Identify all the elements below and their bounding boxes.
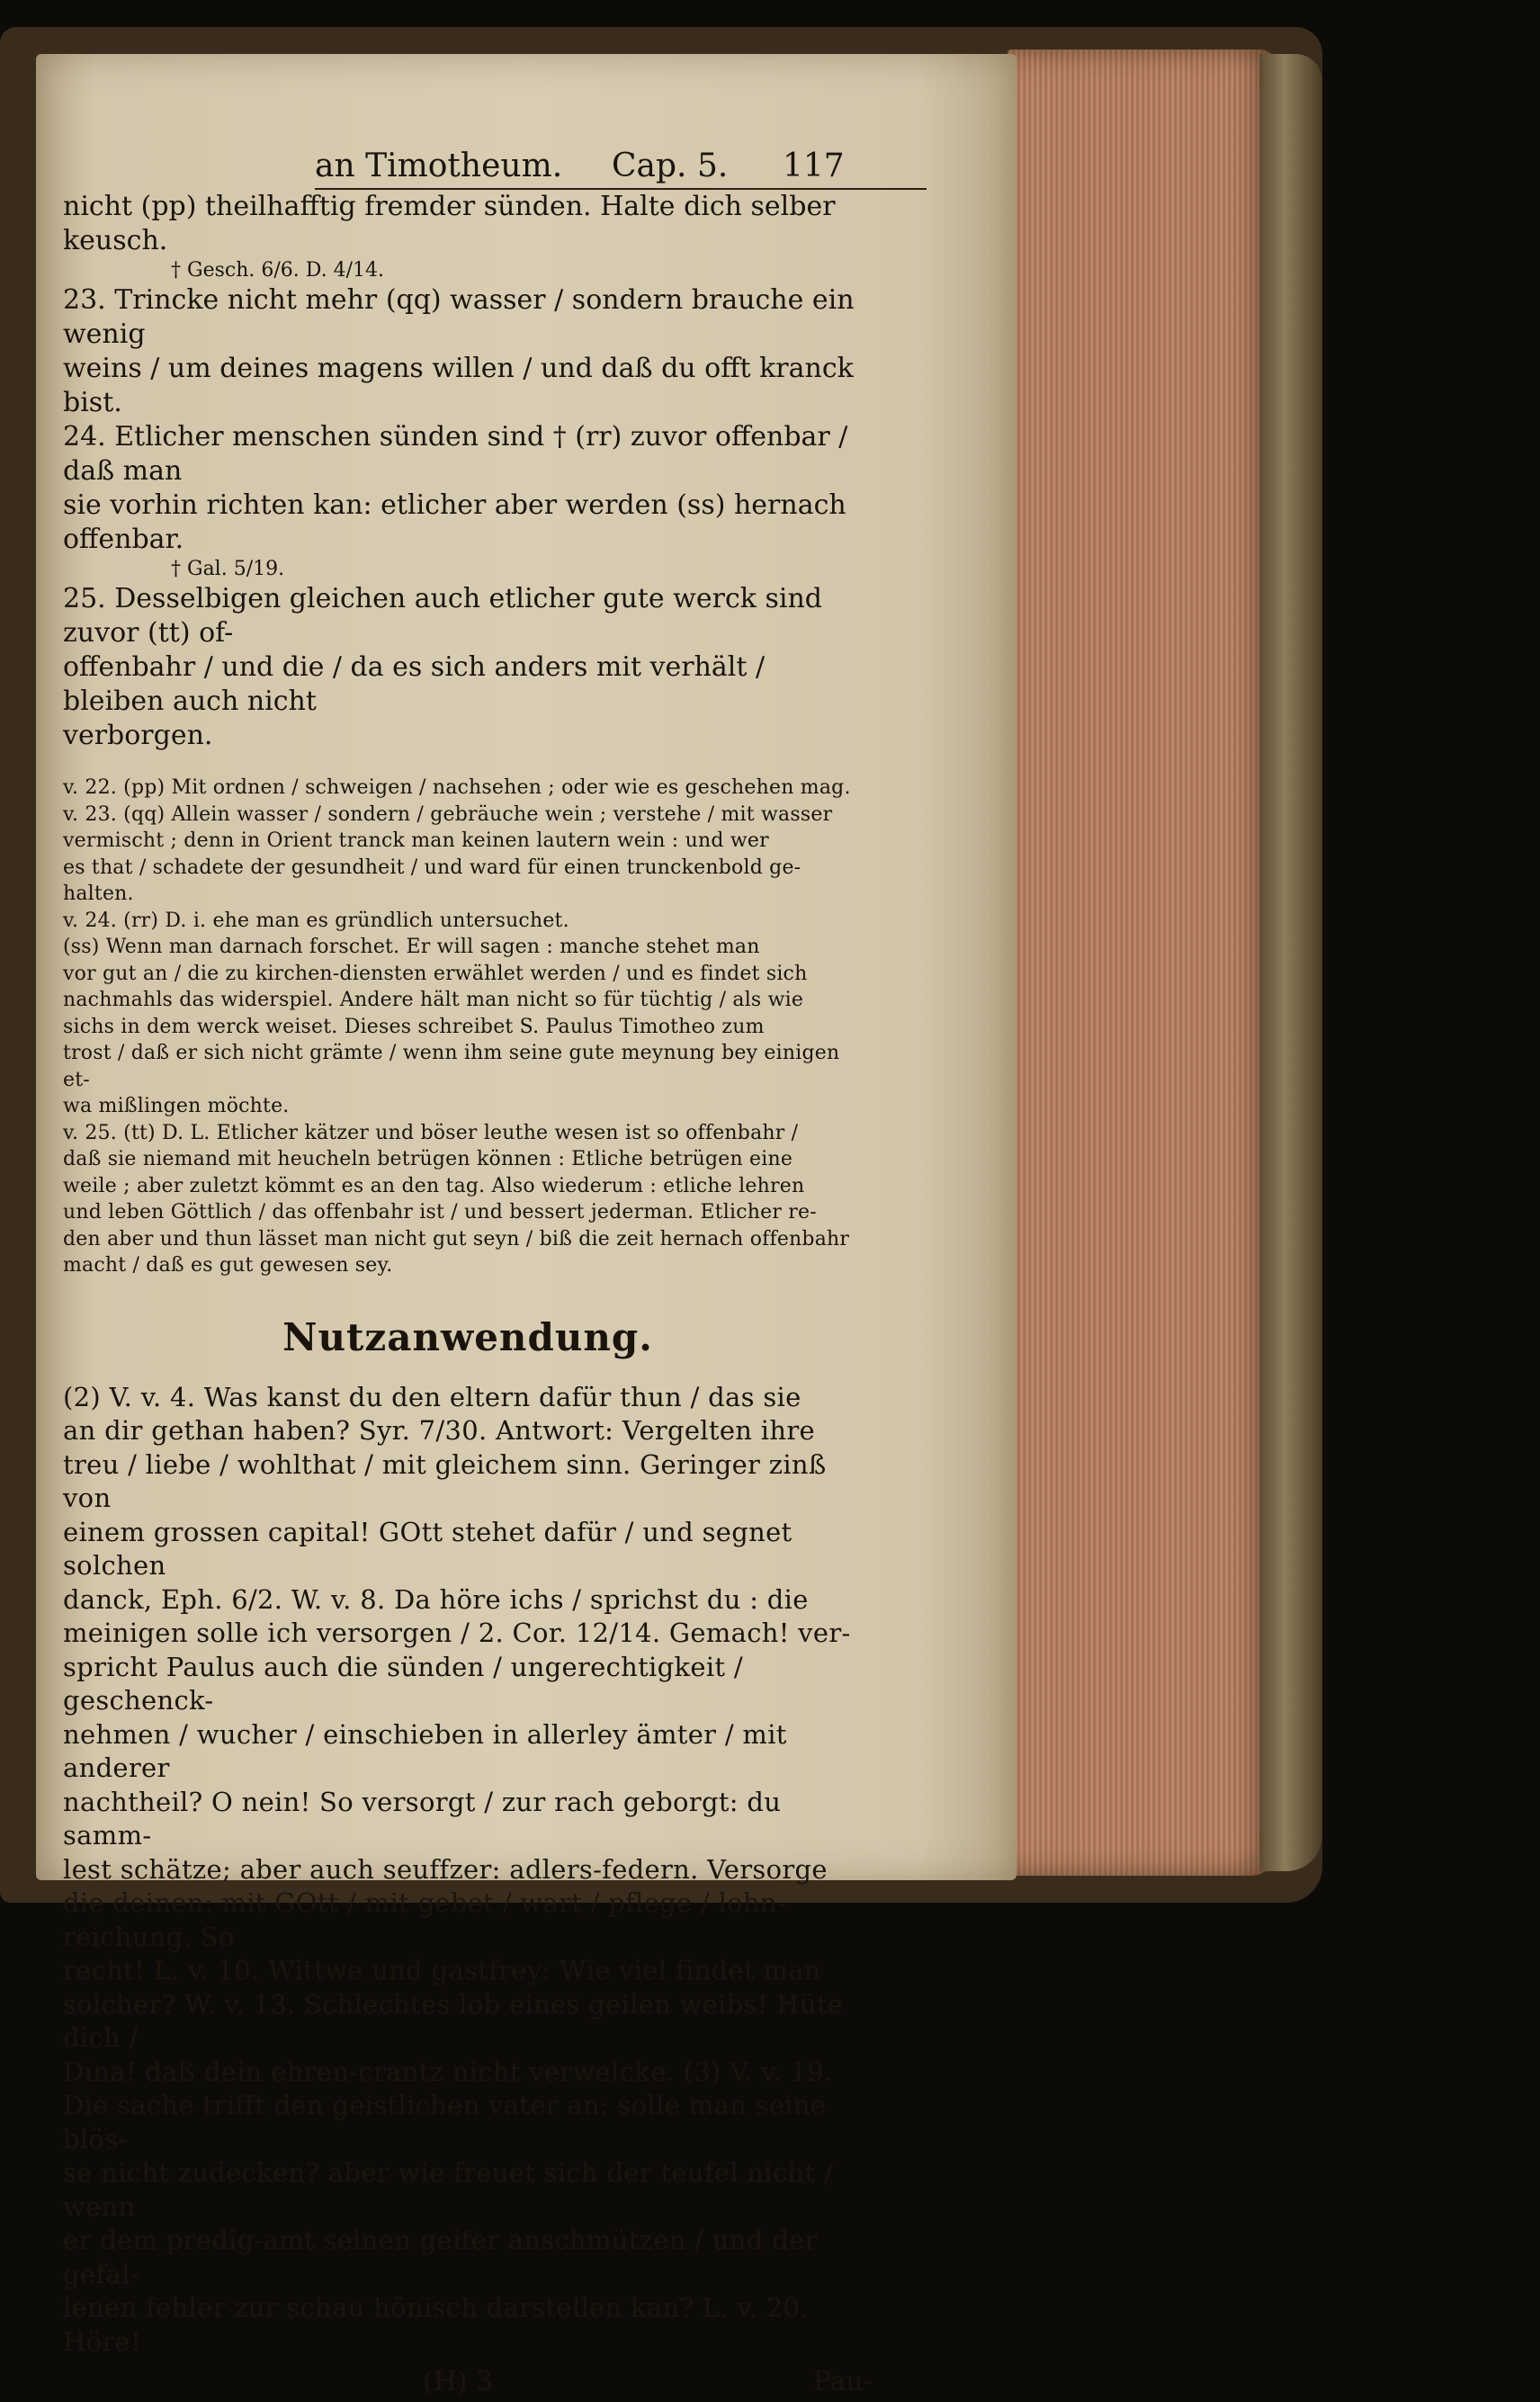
body-line: (2) V. v. 4. Was kanst du den eltern dafür thun / das sie [63, 1381, 801, 1412]
body-line: lest schätze; aber auch seuffzer: adlers-federn. Versorge [63, 1853, 828, 1885]
verse-line: offenbahr / und die / da es sich anders mit verhält / bleiben auch nicht [63, 651, 766, 717]
note-line: v. 22. (pp) Mit ordnen / schweigen / nachsehen ; oder wie es geschehen mag. [63, 776, 851, 799]
body-line: einem grossen capital! GOtt stehet dafür / und segnet solchen [63, 1516, 792, 1581]
body-line: nehmen / wucher / einschieben in allerley ämter / mit anderer [63, 1718, 787, 1783]
header-title: an Timotheum. [315, 148, 563, 184]
verse-line: 23. Trincke nicht mehr (qq) wasser / sondern brauche ein wenig [63, 284, 855, 350]
page-fore-edge [1007, 49, 1277, 1876]
verse-line: 25. Desselbigen gleichen auch etlicher gute werck sind zuvor (tt) of- [63, 583, 822, 649]
body-line: treu / liebe / wohlthat / mit gleichem sinn. Geringer zinß von [63, 1448, 827, 1513]
cross-reference: † Gesch. 6/6. D. 4/14. [171, 259, 384, 282]
note-line: weile ; aber zuletzt kömmt es an den tag. Also wiederum : etliche lehren [63, 1174, 805, 1197]
note-line: den aber und thun lässet man nicht gut seyn / biß die zeit hernach offenbahr [63, 1227, 850, 1250]
body-line: recht! L. v. 10. Wittwe und gastfrey: Wie viel findet man [63, 1955, 821, 1985]
note-line: (ss) Wenn man darnach forschet. Er will sagen : manche stehet man [63, 936, 760, 958]
header-chapter: Cap. 5. [612, 148, 729, 184]
application-text [63, 1381, 873, 2360]
verse-line: 24. Etlicher menschen sünden sind † (rr) zuvor offenbar / daß man [63, 421, 848, 487]
body-line: lenen fehler zur schau hönisch darstellen kan? L. v. 20. Höre! [63, 2292, 809, 2357]
note-line: und leben Göttlich / das offenbahr ist / und bessert jederman. Etlicher re- [63, 1201, 817, 1223]
section-heading: Nutzanwendung. [282, 1314, 653, 1359]
note-line: v. 23. (qq) Allein wasser / sondern / gebräuche wein ; verstehe / mit wasser [63, 802, 833, 826]
note-line: v. 25. (tt) D. L. Etlicher kätzer und böser leuthe wesen ist so offenbahr / [63, 1121, 799, 1144]
body-line: die deinen: mit GOtt / mit gebet / wart / pflege / lohn-reichung. So [63, 1887, 786, 1952]
cross-reference: † Gal. 5/19. [171, 558, 285, 580]
note-line: daß sie niemand mit heucheln betrügen können : Etliche betrügen eine [63, 1148, 793, 1170]
note-line: v. 24. (rr) D. i. ehe man es gründlich untersuchet. [63, 909, 569, 932]
body-line: solcher? W. v. 13. Schlechtes lob eines geilen weibs! Hüte dich / [63, 1988, 844, 2053]
note-line: es that / schadete der gesundheit / und ward für einen trunckenbold ge- [63, 856, 801, 879]
body-line: Die sache trifft den geistlichen vater an: solle man seine blös- [63, 2090, 827, 2155]
note-line: vor gut an / die zu kirchen-diensten erwählet werden / und es findet sich [63, 962, 808, 985]
body-line: er dem predig-amt seinen geifer anschmützen / und der gefal- [63, 2225, 818, 2290]
body-line: Dina! daß dein ehren-crantz nicht verwelcke. (3) V. v. 19. [63, 2056, 833, 2087]
note-line: nachmahls das widerspiel. Andere hält man nicht so für tüchtig / als wie [63, 989, 804, 1011]
body-line: se nicht zudecken? aber wie freuet sich der teufel nicht / wenn [63, 2157, 834, 2222]
page-number: 117 [783, 148, 845, 184]
verse-line: nicht (pp) theilhafftig fremder sünden. Halte dich selber keusch. [63, 191, 836, 256]
verse-line: verborgen. [63, 720, 213, 751]
body-line: nachtheil? O nein! So versorgt / zur rach geborgt: du samm- [63, 1786, 782, 1851]
note-line: macht / daß es gut gewesen sey. [63, 1254, 393, 1277]
signature-mark: (H) 3 [423, 2366, 494, 2398]
book-cover-edge [1259, 54, 1322, 1871]
body-line: an dir gethan haben? Syr. 7/30. Antwort: Vergelten ihre [63, 1415, 815, 1446]
note-line: vermischt ; denn in Orient tranck man keinen lautern wein : und wer [63, 829, 769, 852]
body-line: danck, Eph. 6/2. W. v. 8. Da höre ichs / sprichst du : die [63, 1583, 809, 1615]
body-line: meinigen solle ich versorgen / 2. Cor. 12/14. Gemach! ver- [63, 1618, 851, 1648]
note-line: halten. [63, 883, 134, 905]
note-line: wa mißlingen möchte. [63, 1095, 290, 1117]
scripture-verses [63, 190, 873, 753]
verse-line: sie vorhin richten kan: etlicher aber werden (ss) hernach offenbar. [63, 489, 846, 555]
note-line: trost / daß er sich nicht grämte / wenn ihm seine gute meynung bey einigen et- [63, 1042, 840, 1091]
body-line: spricht Paulus auch die sünden / ungerechtigkeit / geschenck- [63, 1651, 743, 1716]
footnotes [63, 775, 873, 1279]
note-line: sichs in dem werck weiset. Dieses schreibet S. Paulus Timotheo zum [63, 1015, 765, 1038]
catchword: Pau- [812, 2366, 873, 2398]
page-footer [63, 2366, 873, 2402]
verse-line: weins / um deines magens willen / und daß du offt kranck bist. [63, 353, 854, 418]
page-text [63, 148, 873, 2402]
running-header [315, 148, 927, 190]
